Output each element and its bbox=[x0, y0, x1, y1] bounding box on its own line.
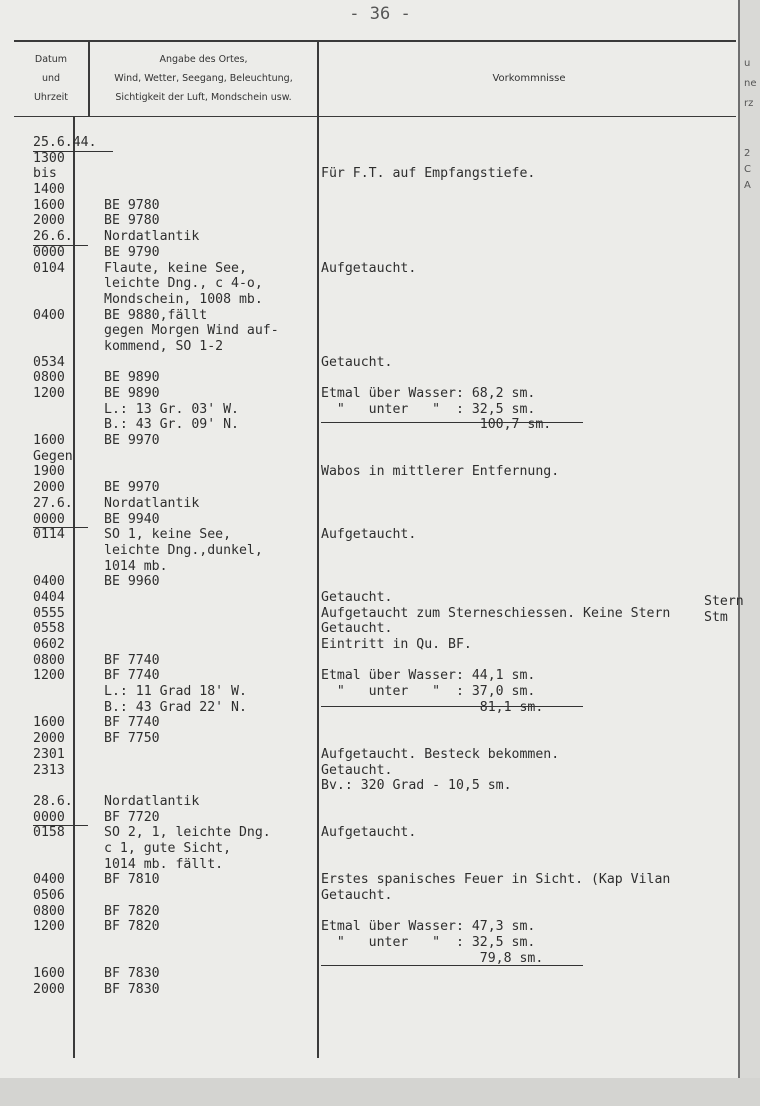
log-place: Nordatlantik bbox=[104, 793, 200, 809]
log-event bbox=[321, 245, 739, 261]
log-event bbox=[321, 449, 739, 465]
log-place bbox=[104, 778, 318, 794]
log-time bbox=[33, 700, 113, 716]
log-event bbox=[321, 229, 739, 245]
log-event bbox=[321, 135, 739, 151]
log-event: Aufgetaucht. bbox=[321, 527, 417, 543]
log-place: BF 7810 bbox=[104, 872, 160, 888]
log-place: BF 7830 bbox=[104, 982, 160, 998]
log-time bbox=[33, 402, 113, 418]
log-time: 1600 bbox=[33, 433, 65, 449]
log-event bbox=[321, 433, 739, 449]
log-place: L.: 11 Grad 18' W. bbox=[104, 684, 247, 700]
log-time: 28.6. bbox=[33, 793, 73, 809]
log-place: BF 7740 bbox=[104, 715, 160, 731]
log-event: Aufgetaucht. Besteck bekommen. bbox=[321, 746, 560, 762]
log-time bbox=[33, 951, 113, 967]
log-event: 100,7 sm. bbox=[321, 417, 552, 433]
log-place: kommend, SO 1-2 bbox=[104, 338, 224, 354]
log-time bbox=[33, 543, 113, 559]
log-time: 0602 bbox=[33, 637, 65, 652]
margin-fragment: Stern bbox=[704, 594, 744, 609]
log-place: BE 9970 bbox=[104, 480, 160, 496]
log-time: 0000 bbox=[33, 244, 65, 260]
log-event bbox=[321, 810, 739, 826]
log-time: 0404 bbox=[33, 589, 65, 605]
log-event bbox=[321, 480, 739, 496]
log-place bbox=[104, 151, 318, 167]
log-place: BF 7740 bbox=[104, 668, 160, 684]
log-time: 1900 bbox=[33, 464, 65, 480]
log-time: 2301 bbox=[33, 746, 65, 762]
log-event bbox=[321, 370, 739, 386]
log-time bbox=[33, 841, 113, 857]
log-event: Eintritt in Qu. BF. bbox=[321, 637, 472, 652]
log-event: Getaucht. bbox=[321, 762, 393, 778]
log-time bbox=[33, 559, 113, 575]
log-time: 0400 bbox=[33, 872, 65, 888]
log-place: SO 2, 1, leichte Dng. bbox=[104, 825, 271, 841]
log-time: 0800 bbox=[33, 903, 65, 919]
log-event bbox=[321, 308, 739, 324]
log-time: 0158 bbox=[33, 825, 65, 841]
log-place: 1014 mb. fällt. bbox=[104, 856, 224, 872]
log-time: 0800 bbox=[33, 370, 65, 386]
log-event bbox=[321, 151, 739, 167]
log-place: Nordatlantik bbox=[104, 229, 200, 245]
log-place bbox=[104, 449, 318, 465]
log-place: BE 9890 bbox=[104, 386, 160, 401]
log-event bbox=[321, 857, 739, 873]
log-time: 0555 bbox=[33, 605, 65, 621]
header-events: Vorkommnisse bbox=[492, 73, 566, 84]
log-place: BE 9880,fällt bbox=[104, 307, 208, 323]
log-place bbox=[104, 590, 318, 606]
date-underline bbox=[33, 825, 88, 826]
log-time: 1600 bbox=[33, 966, 65, 982]
log-place: BF 7830 bbox=[104, 966, 160, 982]
log-event bbox=[321, 198, 739, 214]
log-time: 0104 bbox=[33, 260, 65, 276]
log-place: 1014 mb. bbox=[104, 558, 168, 574]
log-place: BE 9780 bbox=[104, 197, 160, 213]
log-place: BF 7750 bbox=[104, 731, 160, 747]
log-event: Getaucht. bbox=[321, 888, 393, 903]
log-event bbox=[321, 339, 739, 355]
log-place: BF 7820 bbox=[104, 903, 160, 919]
log-place bbox=[104, 888, 318, 904]
log-place: Mondschein, 1008 mb. bbox=[104, 291, 263, 307]
log-place bbox=[104, 621, 318, 637]
log-time: 0000 bbox=[33, 511, 65, 527]
log-event: Etmal über Wasser: 47,3 sm. bbox=[321, 919, 536, 935]
log-event bbox=[321, 213, 739, 229]
log-time bbox=[33, 857, 113, 873]
log-time bbox=[33, 339, 113, 355]
log-place: c 1, gute Sicht, bbox=[104, 840, 232, 856]
log-place: L.: 13 Gr. 03' W. bbox=[104, 401, 239, 417]
log-time: 1600 bbox=[33, 715, 65, 731]
log-event bbox=[321, 574, 739, 590]
log-event: 81,1 sm. bbox=[321, 699, 544, 715]
log-time: 1300 bbox=[33, 150, 65, 166]
date-underline bbox=[33, 527, 88, 528]
page-bottom-shadow bbox=[0, 1078, 760, 1106]
log-time: 0534 bbox=[33, 354, 65, 370]
log-event: Etmal über Wasser: 44,1 sm. bbox=[321, 668, 536, 684]
log-place: BF 7820 bbox=[104, 919, 160, 935]
log-time: 0800 bbox=[33, 652, 65, 668]
log-time: 25.6.44. bbox=[33, 135, 97, 150]
log-time: 1200 bbox=[33, 668, 65, 684]
log-event bbox=[321, 715, 739, 731]
log-event: " unter " : 32,5 sm. bbox=[321, 401, 536, 417]
log-event bbox=[321, 543, 739, 559]
log-event bbox=[321, 496, 739, 512]
log-event bbox=[321, 794, 739, 810]
log-event: Erstes spanisches Feuer in Sicht. (Kap Vilan bbox=[321, 872, 671, 888]
log-event bbox=[321, 292, 739, 308]
log-event: " unter " : 32,5 sm. bbox=[321, 935, 536, 951]
page-number: - 36 - bbox=[349, 4, 411, 24]
log-place: BE 9960 bbox=[104, 574, 160, 590]
log-place: B.: 43 Gr. 09' N. bbox=[104, 417, 239, 433]
header-location: Angabe des Ortes, Wind, Wetter, Seegang, Beleuchtung, Sichtigkeit der Luft, Mondschein usw. bbox=[114, 54, 293, 103]
log-time bbox=[33, 292, 113, 308]
log-time: 0400 bbox=[33, 307, 65, 323]
log-time: 1600 bbox=[33, 197, 65, 213]
log-event bbox=[321, 182, 739, 198]
edge-fragment: A bbox=[744, 180, 751, 191]
header-date-time: Datum und Uhrzeit bbox=[33, 54, 69, 103]
log-place bbox=[104, 464, 318, 480]
sum-rule bbox=[321, 965, 583, 966]
log-time bbox=[33, 778, 113, 794]
log-time bbox=[33, 276, 113, 292]
log-place: BF 7740 bbox=[104, 652, 160, 668]
log-time: 0400 bbox=[33, 574, 65, 590]
log-place bbox=[104, 637, 318, 653]
margin-fragment: Stm bbox=[704, 610, 728, 625]
next-page-edge bbox=[738, 0, 760, 1106]
log-place: Nordatlantik bbox=[104, 495, 200, 511]
log-event: Für F.T. auf Empfangstiefe. bbox=[321, 166, 536, 182]
log-event: Getaucht. bbox=[321, 621, 393, 637]
log-place: SO 1, keine See, bbox=[104, 527, 232, 543]
log-place bbox=[104, 355, 318, 371]
edge-fragment: C bbox=[744, 164, 751, 175]
log-place: Flaute, keine See, bbox=[104, 260, 247, 276]
log-place: BF 7720 bbox=[104, 809, 160, 825]
log-place: gegen Morgen Wind auf- bbox=[104, 323, 279, 339]
table-top-rule bbox=[14, 40, 736, 42]
log-place: BE 9780 bbox=[104, 213, 160, 229]
log-place bbox=[104, 951, 318, 967]
log-place bbox=[104, 747, 318, 763]
log-event: Aufgetaucht. bbox=[321, 260, 417, 276]
sum-rule bbox=[321, 706, 583, 707]
log-place: leichte Dng., c 4-o, bbox=[104, 276, 263, 292]
log-time bbox=[33, 323, 113, 339]
log-place bbox=[104, 166, 318, 182]
log-event: Bv.: 320 Grad - 10,5 sm. bbox=[321, 778, 512, 794]
edge-fragment: ne bbox=[744, 78, 757, 89]
log-place bbox=[104, 135, 318, 151]
edge-fragment: u bbox=[744, 58, 751, 69]
log-place bbox=[104, 935, 318, 951]
log-place: BE 9890 bbox=[104, 370, 160, 386]
log-place: BE 9970 bbox=[104, 433, 160, 449]
log-time: 1200 bbox=[33, 919, 65, 935]
edge-fragment: rz bbox=[744, 98, 754, 109]
log-event bbox=[321, 731, 739, 747]
date-underline bbox=[33, 245, 88, 246]
log-event: Getaucht. bbox=[321, 589, 393, 605]
log-time: 2000 bbox=[33, 731, 65, 747]
log-event bbox=[321, 512, 739, 528]
log-place: BE 9790 bbox=[104, 244, 160, 260]
header-bottom-rule bbox=[14, 116, 736, 117]
log-time: 0000 bbox=[33, 809, 65, 825]
log-time: 1200 bbox=[33, 386, 65, 401]
log-event bbox=[321, 904, 739, 920]
log-time bbox=[33, 935, 113, 951]
log-time: 0558 bbox=[33, 621, 65, 637]
log-place: B.: 43 Grad 22' N. bbox=[104, 699, 247, 715]
log-place: leichte Dng.,dunkel, bbox=[104, 542, 263, 558]
events-column bbox=[321, 135, 739, 966]
log-time: 2313 bbox=[33, 762, 65, 778]
log-time bbox=[33, 684, 113, 700]
edge-fragment: 2 bbox=[744, 148, 751, 159]
log-event: Aufgetaucht zum Sterneschiessen. Keine Stern bbox=[321, 605, 671, 621]
log-time: 1400 bbox=[33, 182, 65, 198]
log-time: 27.6. bbox=[33, 495, 73, 511]
log-place: BE 9940 bbox=[104, 511, 160, 527]
log-time: 0114 bbox=[33, 527, 65, 543]
log-event bbox=[321, 323, 739, 339]
log-time: 2000 bbox=[33, 213, 65, 229]
date-underline bbox=[33, 151, 113, 152]
log-event: Getaucht. bbox=[321, 354, 393, 370]
log-event bbox=[321, 276, 739, 292]
places-column bbox=[104, 135, 318, 998]
log-event: Aufgetaucht. bbox=[321, 825, 417, 841]
log-time: 2000 bbox=[33, 480, 65, 496]
log-time: bis bbox=[33, 166, 57, 182]
log-event: Wabos in mittlerer Entfernung. bbox=[321, 464, 560, 480]
log-time: 2000 bbox=[33, 982, 65, 998]
log-place bbox=[104, 763, 318, 779]
log-time: 0506 bbox=[33, 888, 65, 903]
log-event: " unter " : 37,0 sm. bbox=[321, 684, 536, 700]
log-event bbox=[321, 841, 739, 857]
log-event: 79,8 sm. bbox=[321, 950, 544, 966]
log-event: Etmal über Wasser: 68,2 sm. bbox=[321, 386, 536, 401]
times-column bbox=[33, 135, 113, 998]
log-event bbox=[321, 559, 739, 575]
log-event bbox=[321, 653, 739, 669]
sum-rule bbox=[321, 422, 583, 423]
log-time: Gegen bbox=[33, 448, 73, 464]
log-place bbox=[104, 182, 318, 198]
log-time bbox=[33, 417, 113, 433]
log-place bbox=[104, 606, 318, 622]
log-time: 26.6. bbox=[33, 229, 73, 245]
